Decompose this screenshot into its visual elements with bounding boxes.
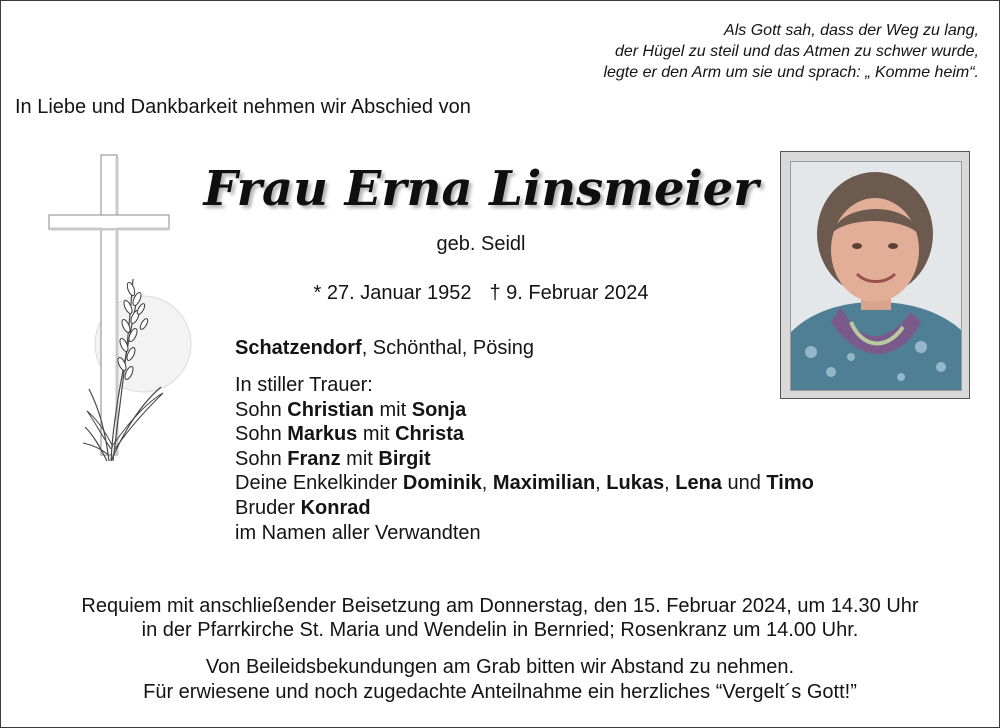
mourner-name: Timo <box>766 472 814 495</box>
service-line-2: in der Pfarrkirche St. Maria und Wendelin in Bernried; Rosenkranz um 14.00 Uhr. <box>141 619 859 641</box>
quote-line-3: legte er den Arm um sie und sprach: „ Komme heim“. <box>603 64 979 81</box>
connector-text: mit <box>373 398 412 421</box>
connector-text: , <box>481 472 493 495</box>
relation-text: Sohn <box>235 398 288 421</box>
connector-text: , <box>595 472 607 495</box>
mourner-name: Lena <box>675 472 722 495</box>
mourner-line <box>235 447 814 472</box>
quote-line-2: der Hügel zu steil und das Atmen zu schwer wurde, <box>614 43 979 60</box>
service-line-1: Requiem mit anschließender Beisetzung am Donnerstag, den 15. Februar 2024, um 14.30 Uhr <box>81 595 919 617</box>
residence-rest: , Schönthal, Pösing <box>361 337 535 359</box>
connector-text: mit <box>340 447 379 470</box>
relation-text: Sohn <box>235 447 288 470</box>
service-info <box>1 594 999 642</box>
memorial-quote <box>379 20 979 83</box>
quote-line-1: Als Gott sah, dass der Weg zu lang, <box>724 22 979 39</box>
birth-name: geb. Seidl <box>436 233 526 255</box>
mourner-name: Maximilian <box>492 472 596 495</box>
connector-text: und <box>721 472 767 495</box>
portrait-frame <box>780 151 970 399</box>
mourner-name: Dominik <box>402 472 482 495</box>
mourner-name: Sonja <box>411 398 467 421</box>
connector-text: mit <box>357 423 396 446</box>
birth-date: * 27. Januar 1952 <box>313 282 472 304</box>
mourner-line <box>235 422 814 447</box>
mourner-line <box>235 471 814 496</box>
intro-text: In Liebe und Dankbarkeit nehmen wir Abschied von <box>15 96 471 118</box>
relation-text: Deine Enkelkinder <box>235 472 403 495</box>
mourner-name: Christa <box>395 423 464 446</box>
mourners-list <box>235 373 814 545</box>
mourners-closing: im Namen aller Verwandten <box>235 521 481 544</box>
closing-notes <box>1 655 999 705</box>
notes-line-2: Für erwiesene und noch zugedachte Anteilnahme ein herzliches “Vergelt´s Gott!” <box>143 681 857 703</box>
mourner-line <box>235 398 814 423</box>
relation-text: Bruder <box>235 496 301 519</box>
residence-main: Schatzendorf <box>235 337 362 359</box>
notes-line-1: Von Beileidsbekundungen am Grab bitten wir Abstand zu nehmen. <box>205 656 795 678</box>
relation-text: Sohn <box>235 423 288 446</box>
deceased-name: Frau Erna Linsmeier <box>203 161 759 217</box>
mourners-heading: In stiller Trauer: <box>235 374 373 396</box>
mourner-name: Konrad <box>300 496 371 519</box>
portrait-photo <box>790 161 962 391</box>
mourner-name: Franz <box>287 447 341 470</box>
residence <box>235 337 534 360</box>
mourner-name: Christian <box>287 398 374 421</box>
mourner-name: Birgit <box>378 447 431 470</box>
life-dates <box>141 282 821 305</box>
mourner-name: Markus <box>287 423 358 446</box>
mourner-line <box>235 496 814 521</box>
mourner-name: Lukas <box>606 472 665 495</box>
death-date: † 9. Februar 2024 <box>489 282 649 304</box>
connector-text: , <box>664 472 676 495</box>
